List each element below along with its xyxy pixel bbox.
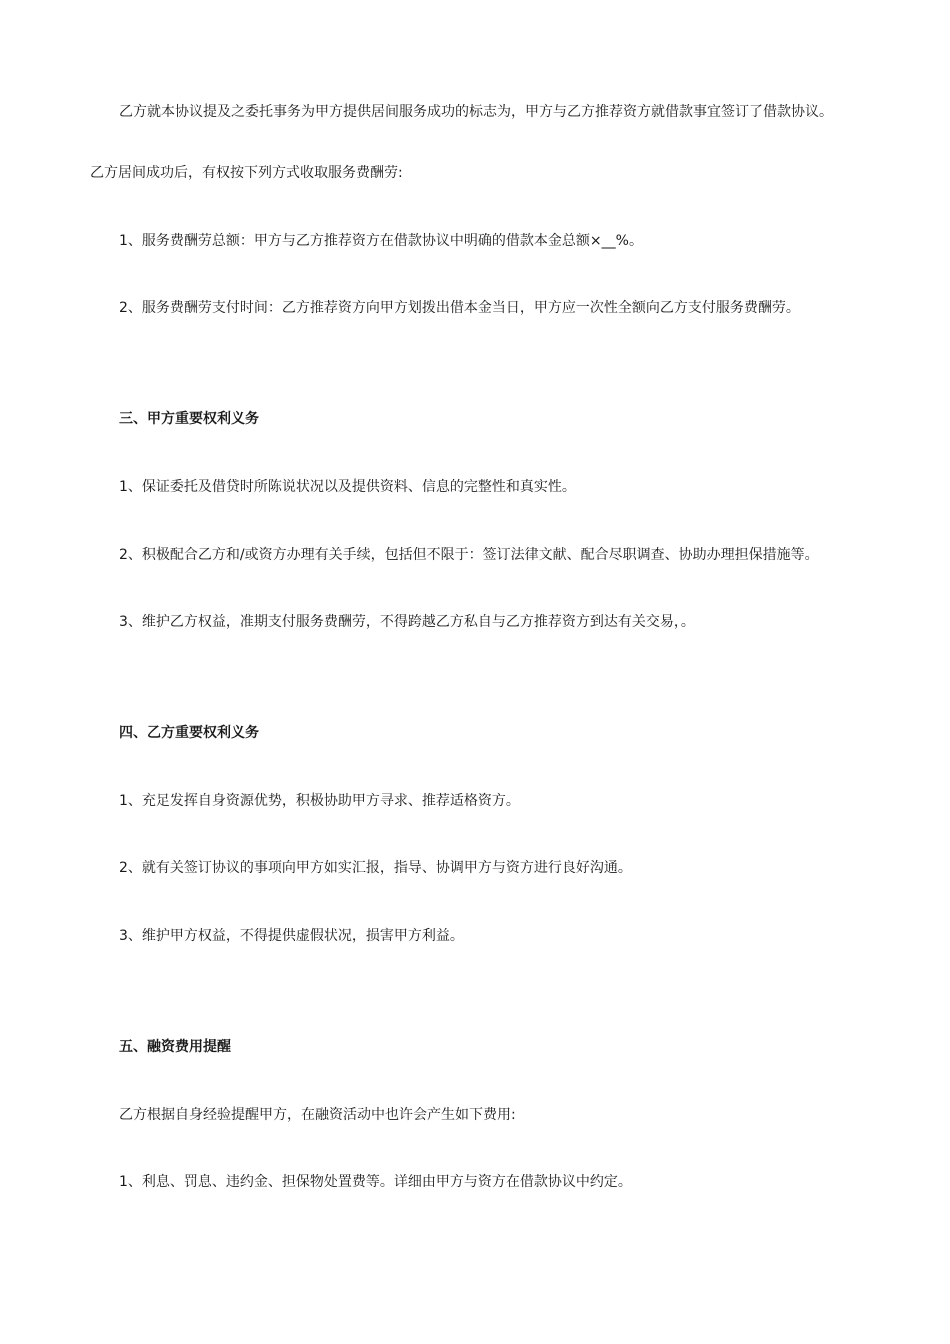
section-4-item: 2、就有关签订协议的事项向甲方如实汇报，指导、协调甲方与资方进行良好沟通。	[119, 860, 632, 876]
section-3-item: 2、积极配合乙方和/或资方办理有关手续，包括但不限于：签订法律文献、配合尽职调查、协助办理担保措施等。	[119, 547, 819, 563]
paragraph-fee-collection: 乙方居间成功后，有权按下列方式收取服务费酬劳:	[90, 165, 403, 181]
section-4-item: 1、充足发挥自身资源优势，积极协助甲方寻求、推荐适格资方。	[119, 793, 520, 809]
section-5-heading: 五、融资费用提醒	[119, 1039, 231, 1055]
section-5-intro: 乙方根据自身经验提醒甲方，在融资活动中也许会产生如下费用:	[119, 1107, 516, 1123]
paragraph-fee-total: 1、服务费酬劳总额：甲方与乙方推荐资方在借款协议中明确的借款本金总额×__%。	[119, 233, 643, 249]
paragraph-brokerage-success: 乙方就本协议提及之委托事务为甲方提供居间服务成功的标志为，甲方与乙方推荐资方就借款事宜签订了借款协议。	[119, 104, 833, 120]
paragraph-fee-payment-time: 2、服务费酬劳支付时间：乙方推荐资方向甲方划拨出借本金当日，甲方应一次性全额向乙方支付服务费酬劳。	[119, 300, 800, 316]
section-3-item: 1、保证委托及借贷时所陈说状况以及提供资料、信息的完整性和真实性。	[119, 479, 576, 495]
section-4-heading: 四、乙方重要权利义务	[119, 725, 259, 741]
section-4-item: 3、维护甲方权益，不得提供虚假状况，损害甲方利益。	[119, 928, 464, 944]
section-5-item: 1、利息、罚息、违约金、担保物处置费等。详细由甲方与资方在借款协议中约定。	[119, 1174, 632, 1190]
section-3-heading: 三、甲方重要权利义务	[119, 411, 259, 427]
section-3-item: 3、维护乙方权益，准期支付服务费酬劳，不得跨越乙方私自与乙方推荐资方到达有关交易，。	[119, 614, 695, 630]
